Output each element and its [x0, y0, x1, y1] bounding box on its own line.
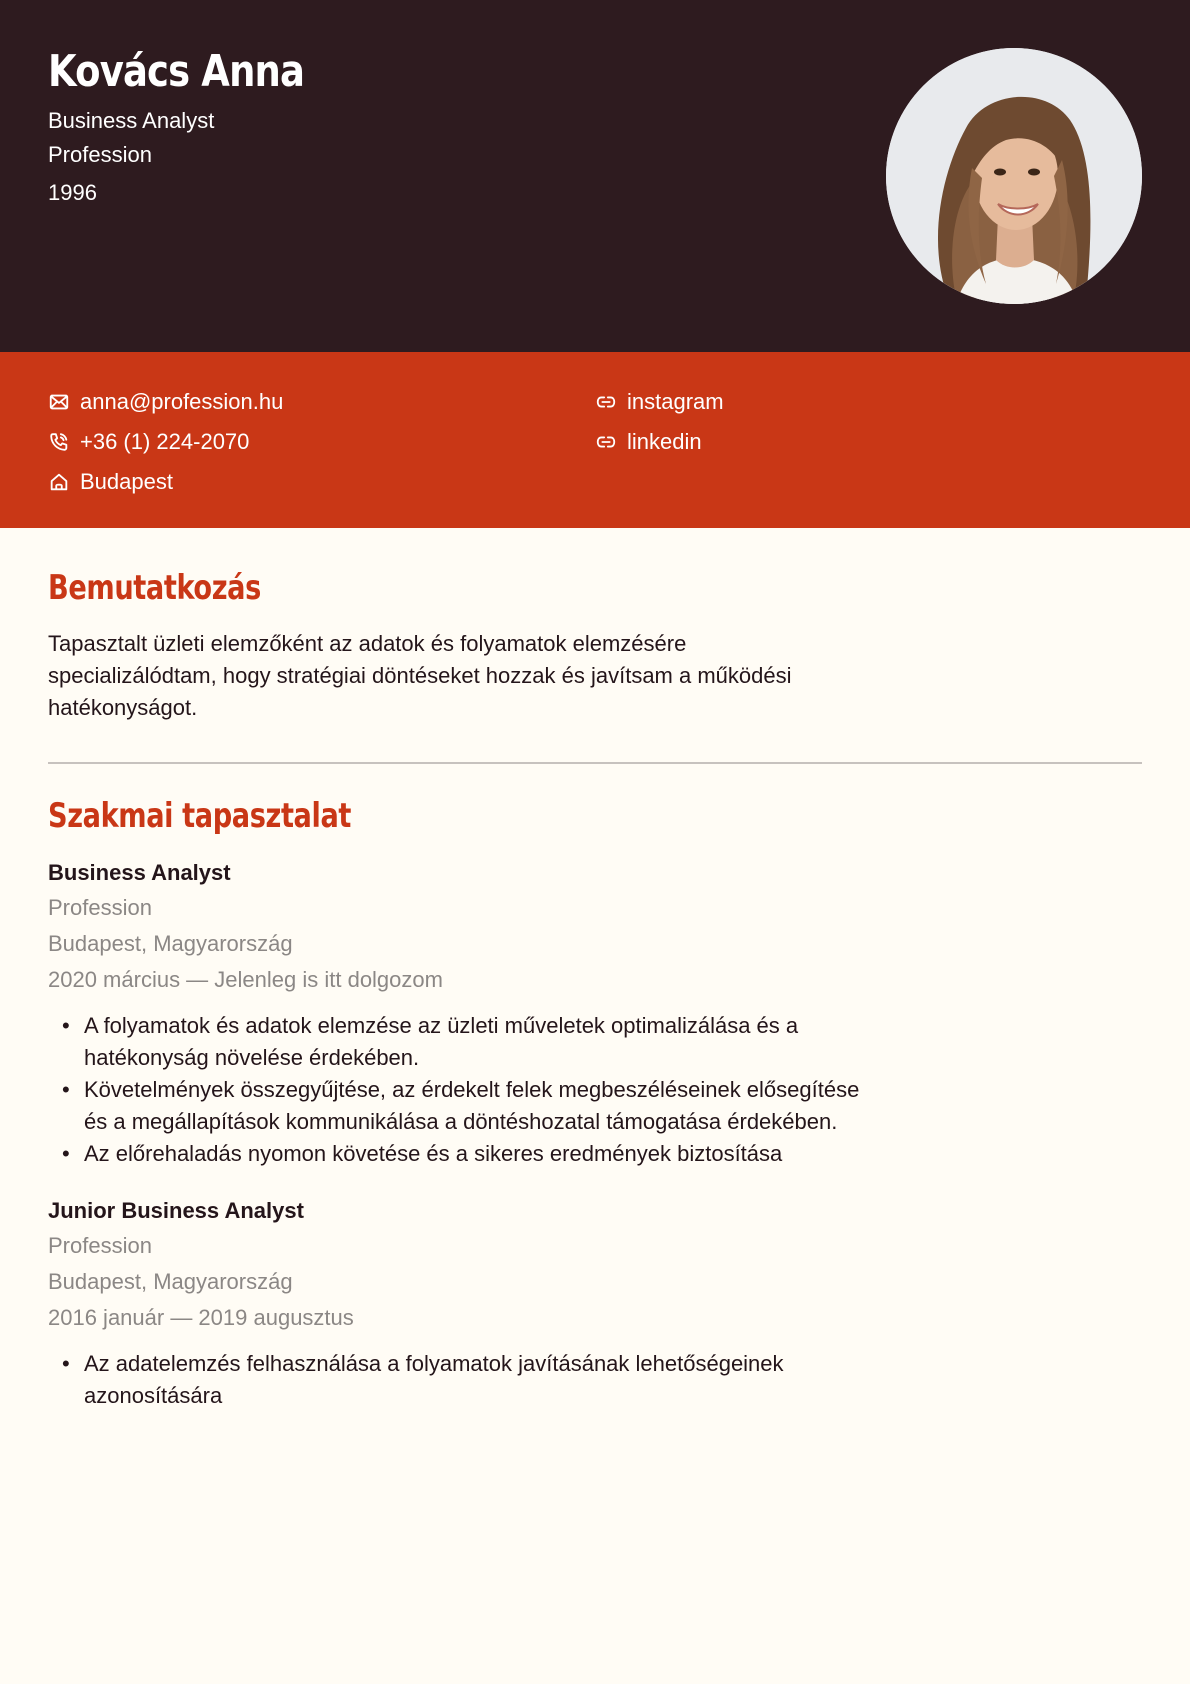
job-company: Profession	[48, 895, 152, 920]
email-text[interactable]: anna@profession.hu	[80, 389, 284, 414]
job-bullets	[48, 1010, 878, 1170]
job-location: Budapest, Magyarország	[48, 1269, 293, 1294]
intro-text: Tapasztalt üzleti elemzőként az adatok és folyamatok elemzésére specializálódtam, hogy stratégiai döntéseket hozzak és javítsam a működési hatékonyságot.	[48, 631, 792, 720]
job-period: 2016 január — 2019 augusztus	[48, 1305, 354, 1330]
resume-header	[0, 0, 1190, 352]
contact-links	[595, 382, 1142, 528]
link-icon	[595, 431, 617, 453]
contact-bar	[0, 352, 1190, 528]
profile-photo	[886, 48, 1142, 304]
intro-section	[48, 568, 1142, 724]
section-divider	[48, 762, 1142, 764]
bullet-item: • Az előrehaladás nyomon követése és a sikeres eredmények biztosítása	[48, 1138, 878, 1170]
job-bullets	[48, 1348, 878, 1412]
intro-heading: Bemutatkozás	[48, 568, 261, 608]
experience-section	[48, 796, 1142, 1412]
phone-text[interactable]: +36 (1) 224-2070	[80, 429, 250, 454]
city-row	[48, 462, 595, 502]
link-icon	[595, 391, 617, 413]
resume-body	[0, 528, 1190, 1412]
company-name: Profession	[48, 142, 152, 168]
job-company: Profession	[48, 1233, 152, 1258]
person-name: Kovács Anna	[48, 46, 305, 97]
city-text: Budapest	[80, 469, 173, 494]
bullet-item: • Az adatelemzés felhasználása a folyamatok javításának lehetőségeinek azonosítására	[48, 1348, 878, 1412]
phone-row[interactable]	[48, 422, 595, 462]
job-entry	[48, 856, 1142, 1170]
birth-year: 1996	[48, 180, 97, 206]
link-row-instagram[interactable]	[595, 382, 1142, 422]
email-row[interactable]	[48, 382, 595, 422]
job-title: Business Analyst	[48, 108, 215, 134]
bullet-item: • A folyamatok és adatok elemzése az üzleti műveletek optimalizálása és a hatékonyság növelése érdekében.	[48, 1010, 878, 1074]
experience-heading: Szakmai tapasztalat	[48, 796, 351, 836]
bullet-item: • Követelmények összegyűjtése, az érdekelt felek megbeszéléseinek elősegítése és a megállapítások kommunikálása a döntéshozatal támogatása érdekében.	[48, 1074, 878, 1138]
link-linkedin[interactable]: linkedin	[627, 429, 702, 454]
link-row-linkedin[interactable]	[595, 422, 1142, 462]
profile-photo-illustration	[886, 48, 1142, 304]
contact-details	[48, 382, 595, 528]
job-entry	[48, 1194, 1142, 1412]
job-period: 2020 március — Jelenleg is itt dolgozom	[48, 967, 443, 992]
envelope-icon	[48, 391, 70, 413]
phone-icon	[48, 431, 70, 453]
link-instagram[interactable]: instagram	[627, 389, 724, 414]
job-location: Budapest, Magyarország	[48, 931, 293, 956]
job-position: Business Analyst	[48, 860, 231, 885]
job-position: Junior Business Analyst	[48, 1198, 304, 1223]
home-icon	[48, 471, 70, 493]
